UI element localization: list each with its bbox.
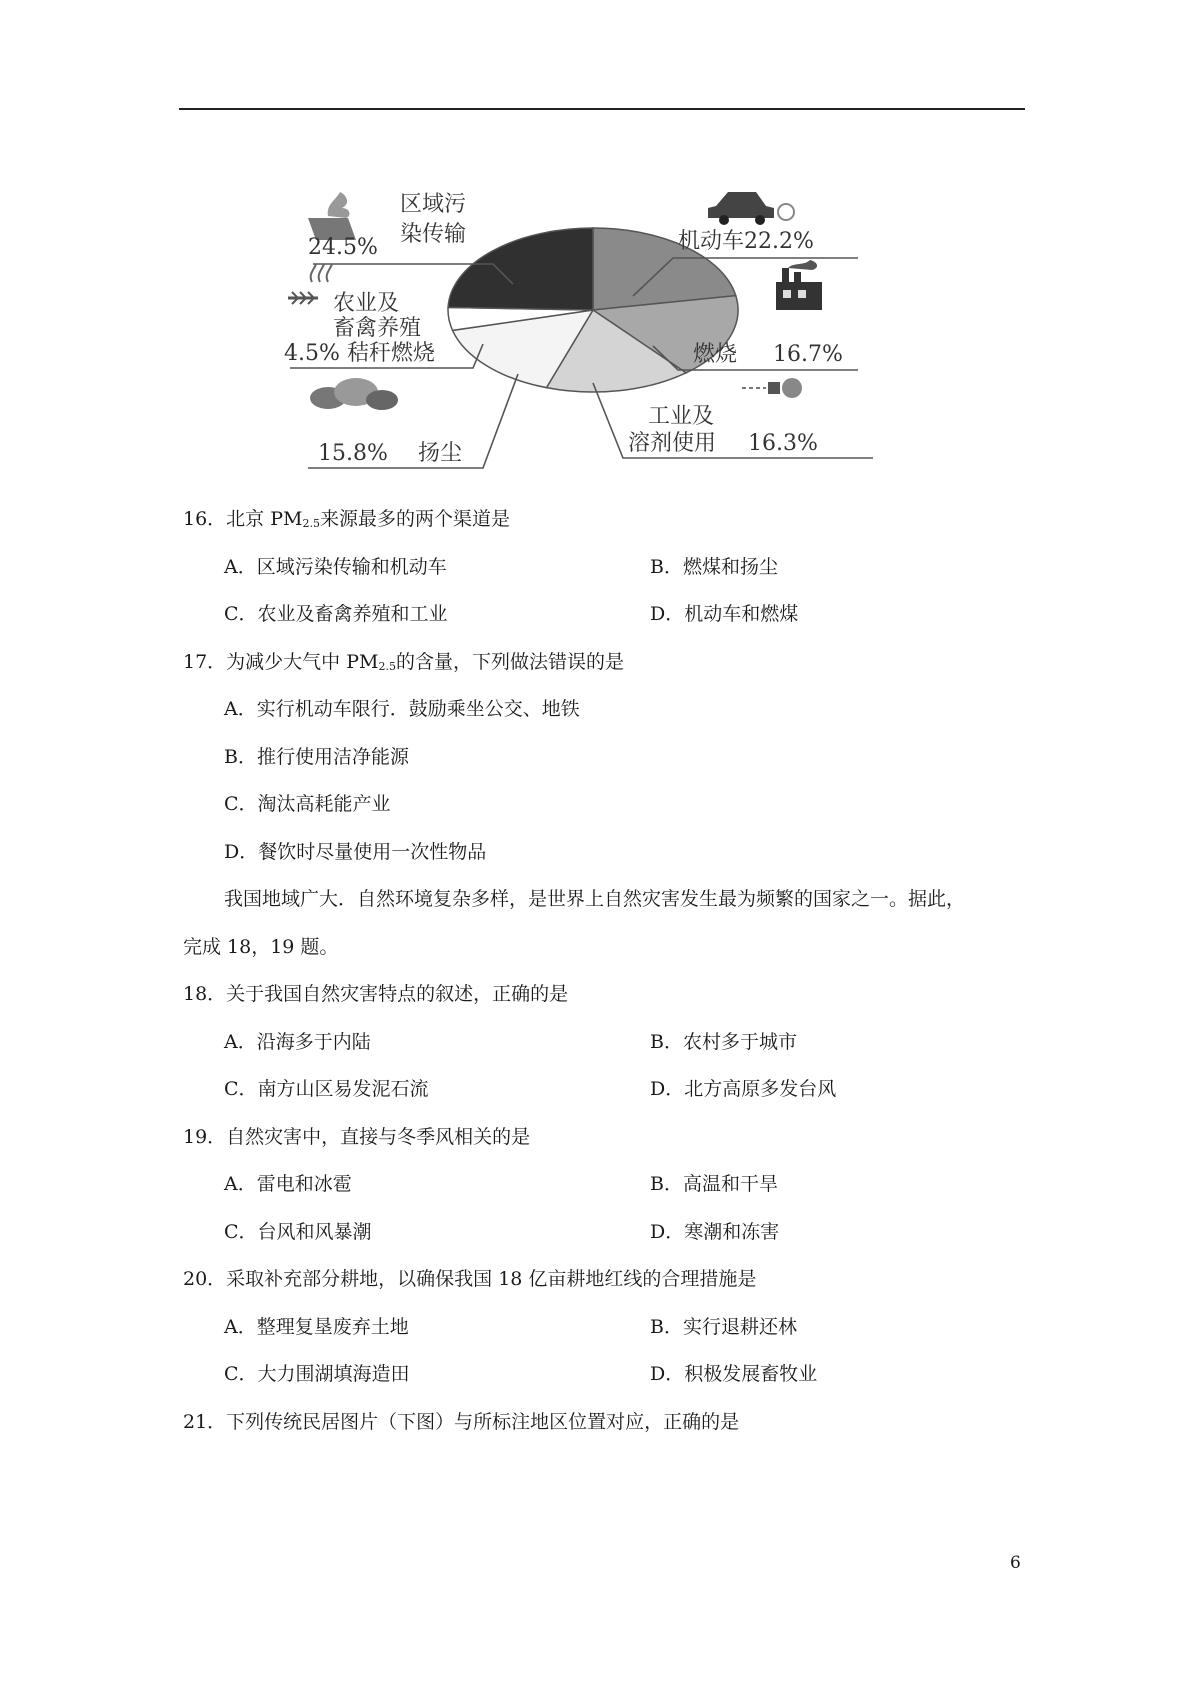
industry-pct: 16.3% — [748, 431, 818, 456]
factory-icon — [776, 260, 822, 310]
agri-label-3: 4.5% 秸秆燃烧 — [284, 341, 435, 366]
regional-transport-icon — [308, 192, 356, 240]
page-number: 6 — [1010, 1553, 1021, 1573]
q19-option-a: A．雷电和冰雹 — [224, 1173, 352, 1195]
industry-label-1: 工业及 — [648, 404, 715, 429]
q19-option-b: B．高温和干旱 — [650, 1173, 778, 1195]
pie-slice — [448, 228, 593, 310]
question-19-stem: 19．自然灾害中，直接与冬季风相关的是 — [183, 1126, 531, 1148]
question-17-stem: 17．为减少大气中 PM2.5的含量，下列做法错误的是 — [183, 651, 624, 673]
q18-option-b: B．农村多于城市 — [650, 1031, 797, 1053]
q18-option-a: A．沿海多于内陆 — [224, 1031, 371, 1053]
question-16-stem: 16．北京 PM2.5来源最多的两个渠道是 — [183, 508, 510, 530]
q19-option-c: C．台风和风暴潮 — [224, 1221, 372, 1243]
pie-chart-svg — [278, 178, 918, 478]
q20-option-d: D．积极发展畜牧业 — [650, 1363, 818, 1385]
dust-cloud-icon — [310, 378, 398, 410]
intro-paragraph-line-2: 完成 18，19 题。 — [183, 936, 339, 958]
q18-option-c: C．南方山区易发泥石流 — [224, 1078, 429, 1100]
header-rule — [179, 108, 1025, 110]
pm25-source-pie-figure — [278, 178, 918, 478]
wheat-icon — [288, 264, 332, 304]
spray-icon — [742, 378, 802, 398]
q19-option-d: D．寒潮和冻害 — [650, 1221, 780, 1243]
q16-option-a: A．区域污染传输和机动车 — [224, 556, 447, 578]
agri-label-2: 畜禽养殖 — [333, 316, 422, 341]
dust-pct: 15.8% — [318, 441, 388, 466]
question-21-stem: 21．下列传统民居图片（下图）与所标注地区位置对应，正确的是 — [183, 1411, 740, 1433]
question-18-stem: 18．关于我国自然灾害特点的叙述，正确的是 — [183, 983, 569, 1005]
dust-label: 扬尘 — [418, 441, 463, 466]
intro-paragraph-line-1: 我国地域广大．自然环境复杂多样，是世界上自然灾害发生最为频繁的国家之一。据此， — [224, 888, 966, 910]
q16-option-b: B．燃煤和扬尘 — [650, 556, 778, 578]
coal-pct: 16.7% — [773, 342, 843, 367]
industry-label-2: 溶剂使用 — [628, 431, 717, 456]
regional-transport-label-2: 染传输 — [400, 222, 467, 247]
coal-label: 燃烧 — [693, 342, 738, 367]
q17-option-b: B．推行使用洁净能源 — [224, 746, 409, 768]
q20-option-c: C．大力围湖填海造田 — [224, 1363, 410, 1385]
q18-option-d: D．北方高原多发台风 — [650, 1078, 837, 1100]
regional-transport-pct: 24.5% — [308, 235, 378, 260]
q16-option-c: C．农业及畜禽养殖和工业 — [224, 603, 448, 625]
regional-transport-label-1: 区域污 — [400, 192, 467, 217]
q20-option-a: A．整理复垦废弃土地 — [224, 1316, 409, 1338]
question-20-stem: 20．采取补充部分耕地，以确保我国 18 亿亩耕地红线的合理措施是 — [183, 1268, 757, 1290]
q17-option-d: D．餐饮时尽量使用一次性物品 — [224, 841, 487, 863]
q20-option-b: B．实行退耕还林 — [650, 1316, 797, 1338]
vehicle-label: 机动车22.2% — [678, 229, 814, 254]
agri-label-1: 农业及 — [333, 291, 400, 316]
car-icon — [708, 192, 794, 225]
q17-option-c: C．淘汰高耗能产业 — [224, 793, 391, 815]
q16-option-d: D．机动车和燃煤 — [650, 603, 799, 625]
q17-option-a: A．实行机动车限行．鼓励乘坐公交、地铁 — [224, 698, 580, 720]
